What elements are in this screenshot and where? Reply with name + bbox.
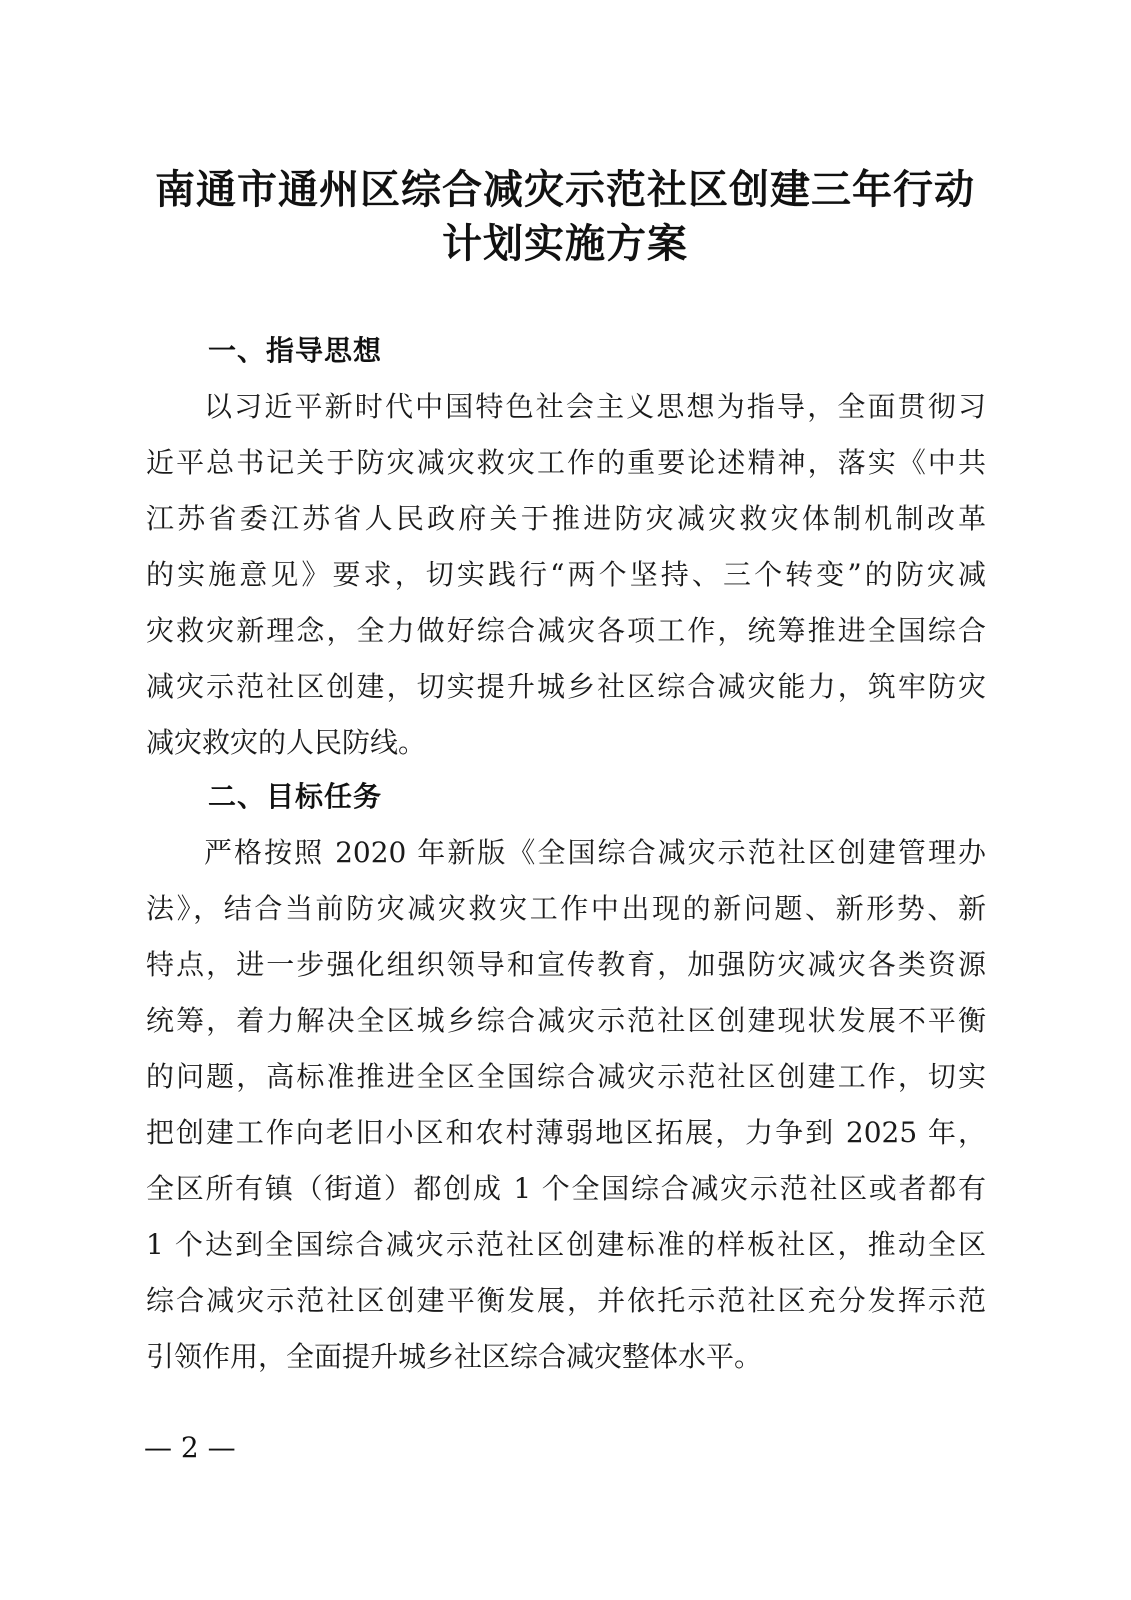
document-title-line-1: 南通市通州区综合减灾示范社区创建三年行动 <box>155 166 975 213</box>
paragraph-line: 的实施意见》要求，切实践行“两个坚持、三个转变”的防灾减 <box>146 558 986 591</box>
paragraph-line: 减灾救灾的人民防线。 <box>146 726 427 759</box>
paragraph-line: 严格按照 2020 年新版《全国综合减灾示范社区创建管理办 <box>204 836 986 869</box>
paragraph-line: 特点，进一步强化组织领导和宣传教育，加强防灾减灾各类资源 <box>146 948 986 981</box>
paragraph-line: 1 个达到全国综合减灾示范社区创建标准的样板社区，推动全区 <box>146 1228 986 1261</box>
paragraph-line: 统筹，着力解决全区城乡综合减灾示范社区创建现状发展不平衡 <box>146 1004 986 1037</box>
document-title-line-2: 计划实施方案 <box>442 220 688 267</box>
paragraph-line: 减灾示范社区创建，切实提升城乡社区综合减灾能力，筑牢防灾 <box>146 670 986 703</box>
paragraph-line: 把创建工作向老旧小区和农村薄弱地区拓展，力争到 2025 年， <box>146 1116 986 1149</box>
paragraph-line: 引领作用，全面提升城乡社区综合减灾整体水平。 <box>146 1340 763 1373</box>
paragraph-line: 以习近平新时代中国特色社会主义思想为指导，全面贯彻习 <box>204 390 986 423</box>
paragraph-line: 江苏省委江苏省人民政府关于推进防灾减灾救灾体制机制改革 <box>146 502 986 535</box>
paragraph-line: 全区所有镇（街道）都创成 1 个全国综合减灾示范社区或者都有 <box>146 1172 986 1205</box>
paragraph-line: 近平总书记关于防灾减灾救灾工作的重要论述精神，落实《中共 <box>146 446 986 479</box>
paragraph-line: 的问题，高标准推进全区全国综合减灾示范社区创建工作，切实 <box>146 1060 986 1093</box>
section-heading-guiding-ideology: 一、指导思想 <box>208 334 383 367</box>
section-heading-goals-tasks: 二、目标任务 <box>208 780 383 813</box>
paragraph-line: 灾救灾新理念，全力做好综合减灾各项工作，统筹推进全国综合 <box>146 614 986 647</box>
paragraph-line: 综合减灾示范社区创建平衡发展，并依托示范社区充分发挥示范 <box>146 1284 986 1317</box>
paragraph-line: 法》，结合当前防灾减灾救灾工作中出现的新问题、新形势、新 <box>146 892 986 925</box>
page-number: — 2 — <box>144 1431 236 1464</box>
